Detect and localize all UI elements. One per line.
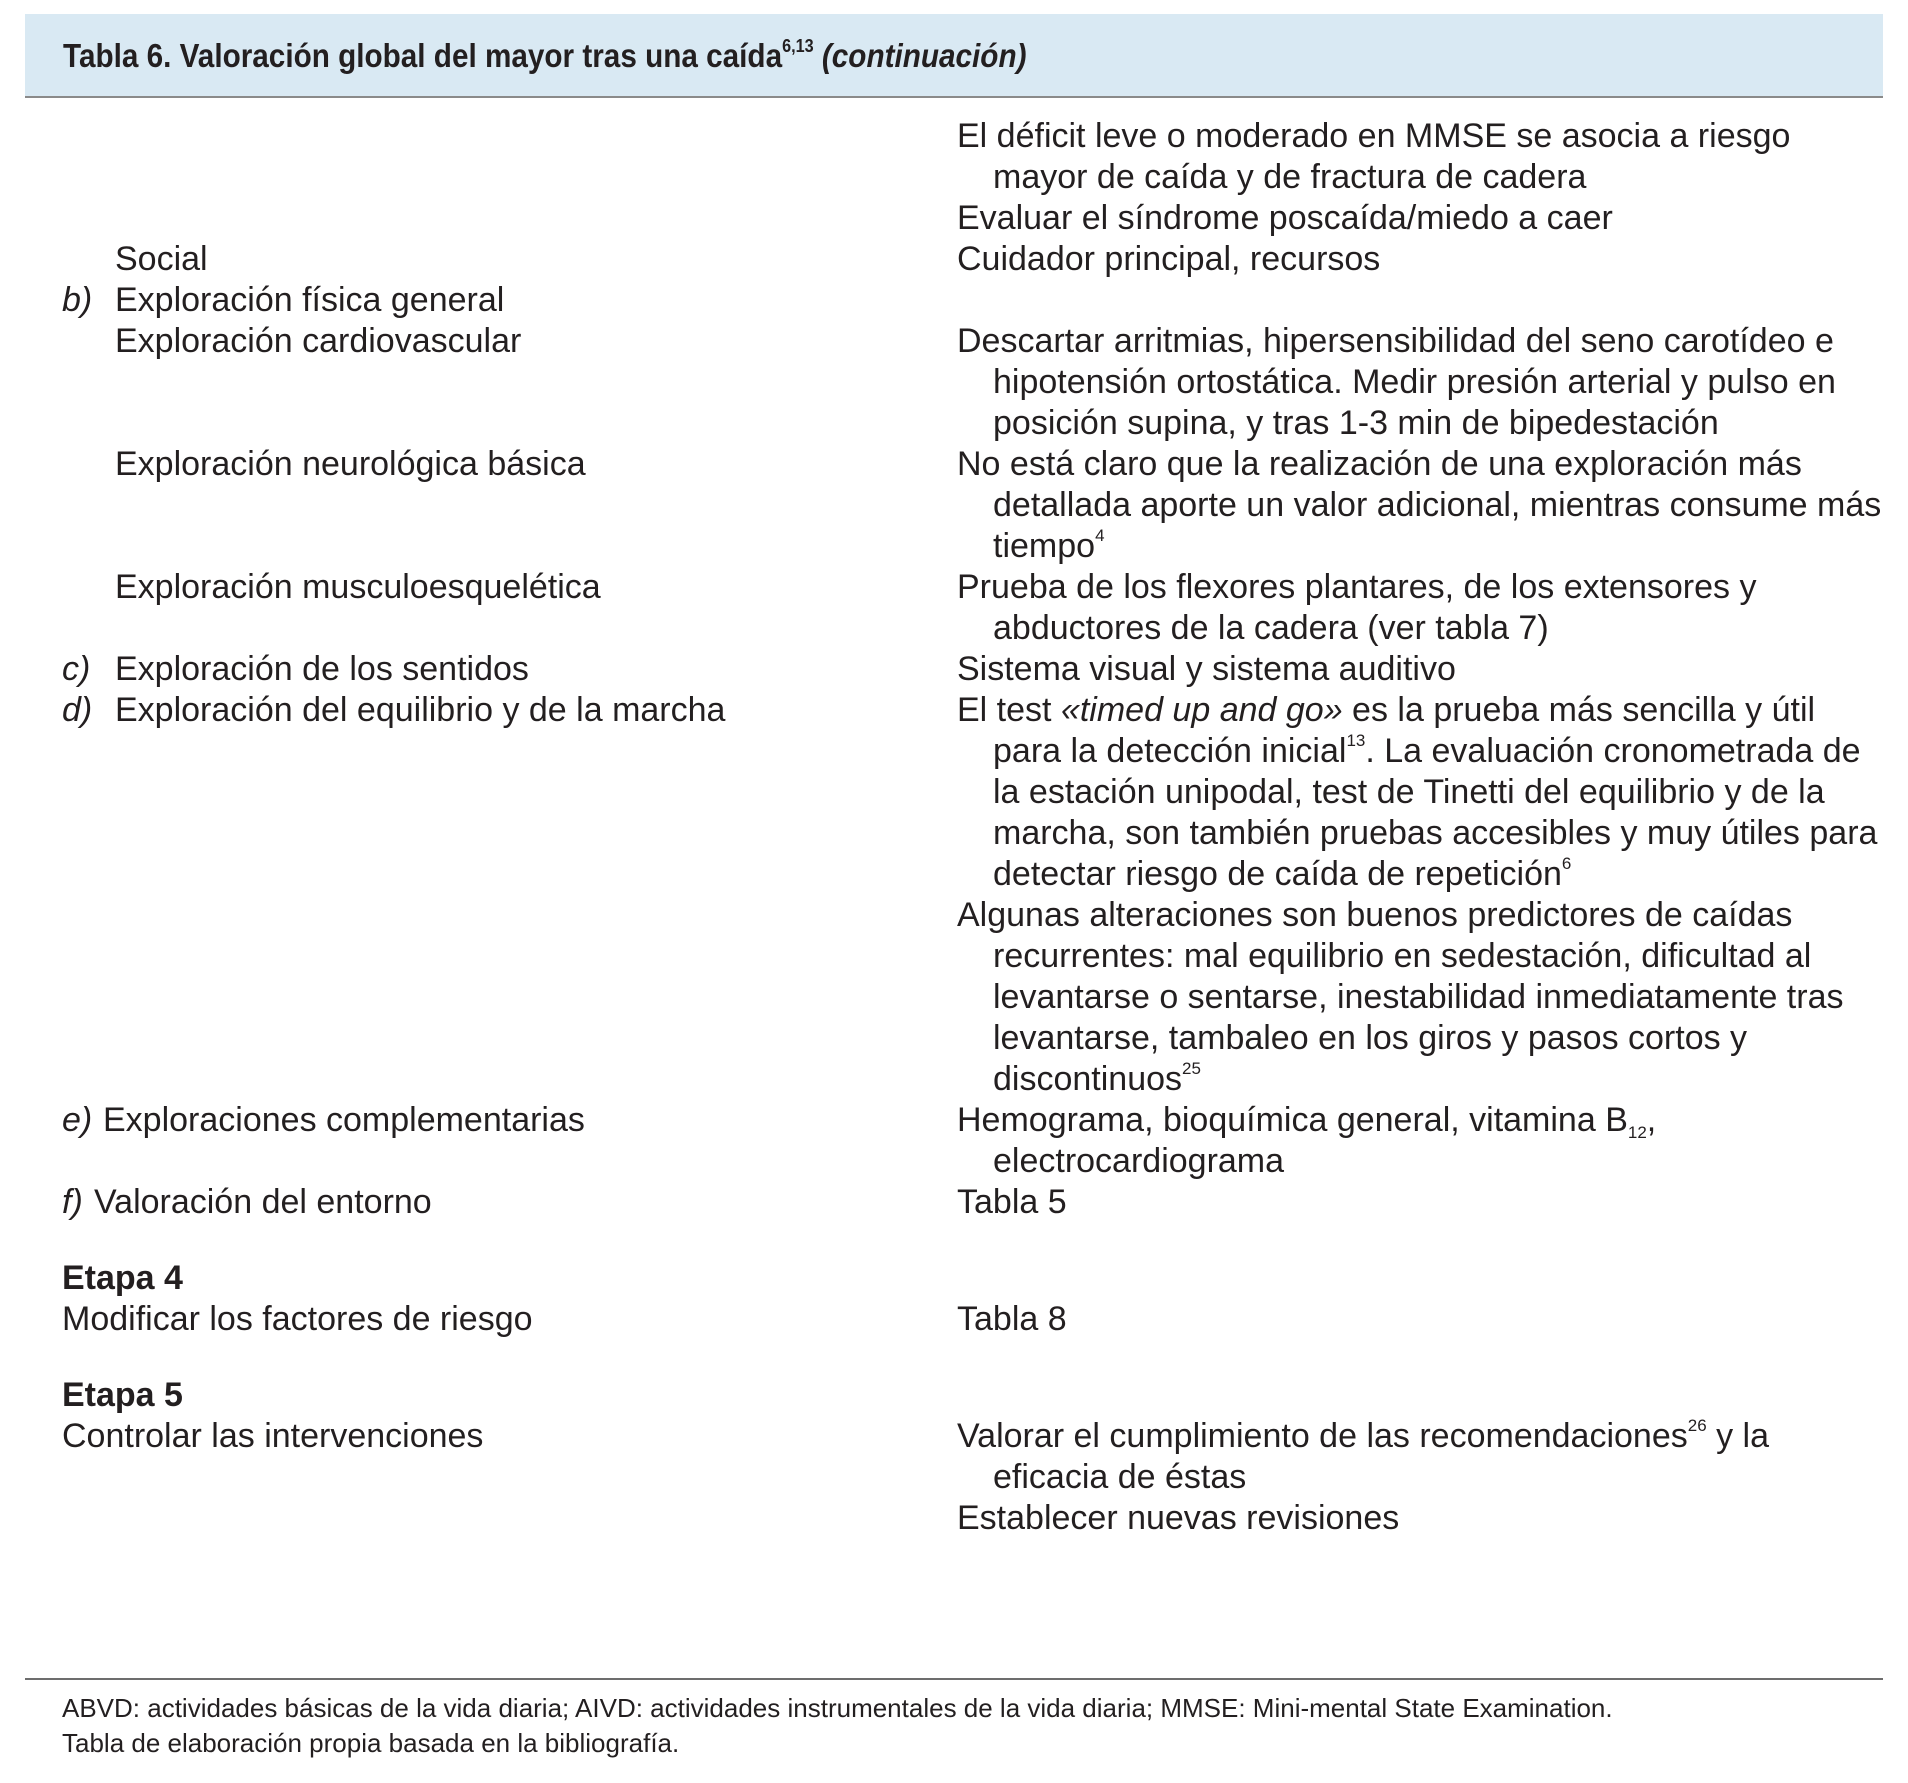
table-row xyxy=(25,444,1883,567)
row-label: Modificar los factores de riesgo xyxy=(62,1300,533,1338)
entry-text: No está claro que la realización de una exploración más detallada aporte un valor adicional, mientras consume más tiempo xyxy=(957,445,1882,565)
table-cell-left xyxy=(25,567,957,649)
cell-entry xyxy=(957,116,1883,198)
stage-heading: Etapa 4 xyxy=(62,1259,183,1297)
entry-italic: «timed up and go» xyxy=(1060,691,1343,729)
entry-text: Prueba de los flexores plantares, de los extensores y abductores de la cadera (ver tabla 7) xyxy=(957,568,1757,647)
table-footnote xyxy=(62,1691,1613,1761)
cell-entry xyxy=(957,1299,1883,1340)
table-cell-right xyxy=(957,649,1883,690)
cell-entry xyxy=(957,1100,1883,1182)
entry-text-post: . La evaluación cronometrada de la estación unipodal, test de Tinetti del equilibrio y de la marcha, son también pruebas accesibles y muy útiles para detectar riesgo de caída de repetición xyxy=(993,732,1878,893)
table-cell-right xyxy=(957,567,1883,649)
table-cell-left xyxy=(25,1182,957,1223)
table-body xyxy=(25,98,1883,1539)
table-cell-right xyxy=(957,280,1883,321)
cell-entry xyxy=(957,321,1883,444)
row-marker: d) xyxy=(62,691,93,729)
table-row xyxy=(25,321,1883,444)
table-row xyxy=(25,116,1883,239)
entry-text: Establecer nuevas revisiones xyxy=(957,1499,1400,1537)
footnote-source: Tabla de elaboración propia basada en la bibliografía. xyxy=(62,1728,680,1758)
row-label: Controlar las intervenciones xyxy=(62,1417,484,1455)
cell-entry xyxy=(957,198,1883,239)
table-cell-right xyxy=(957,1416,1883,1539)
row-label: Valoración del entorno xyxy=(94,1183,432,1221)
table-cell-right xyxy=(957,444,1883,567)
table-cell-right xyxy=(957,1375,1883,1416)
cell-entry xyxy=(957,649,1883,690)
table-cell-left xyxy=(25,1100,957,1182)
table-cell-left xyxy=(25,321,957,444)
table-cell-left xyxy=(25,1299,957,1340)
table-row xyxy=(25,1416,1883,1539)
cell-entry xyxy=(957,444,1883,567)
stage-gap xyxy=(25,1223,1883,1258)
cell-entry xyxy=(957,1416,1883,1498)
table-cell-left xyxy=(25,239,957,280)
cell-entry xyxy=(957,690,1883,895)
table-6 xyxy=(25,14,1883,1539)
table-cell-left xyxy=(25,649,957,690)
row-label: Exploración cardiovascular xyxy=(115,322,522,360)
entry-text: Valorar el cumplimiento de las recomendaciones xyxy=(957,1417,1688,1455)
table-row xyxy=(25,567,1883,649)
title-continuation: (continuación) xyxy=(821,36,1027,74)
stage-heading-row xyxy=(25,1375,1883,1416)
table-row xyxy=(25,239,1883,280)
row-label: Exploración neurológica básica xyxy=(115,445,586,483)
entry-text: Hemograma, bioquímica general, vitamina B xyxy=(957,1101,1628,1139)
table-row xyxy=(25,1182,1883,1223)
table-title-bar xyxy=(25,14,1883,98)
entry-text: Tabla 8 xyxy=(957,1300,1067,1338)
row-label: Social xyxy=(115,240,208,278)
row-marker: f) xyxy=(62,1183,83,1221)
cell-entry xyxy=(957,567,1883,649)
table-cell-right xyxy=(957,1258,1883,1299)
entry-reference: 26 xyxy=(1687,1416,1707,1435)
stage-heading-row xyxy=(25,1258,1883,1299)
table-row xyxy=(25,690,1883,1100)
table-cell-left xyxy=(25,116,957,239)
footnote-abbreviations: ABVD: actividades básicas de la vida diaria; AIVD: actividades instrumentales de la vida diaria; MMSE: Mini-mental State Examination. xyxy=(62,1693,1613,1723)
entry-text: Algunas alteraciones son buenos predictores de caídas recurrentes: mal equilibrio en sedestación, dificultad al levantarse o sentarse, inestabilidad inmediatamente tras levantarse, tambaleo en los giros y pasos cortos y discontinuos xyxy=(957,896,1844,1098)
entry-text: es la prueba más sencilla y útil para la detección inicial xyxy=(993,691,1816,770)
row-marker: c) xyxy=(62,650,91,688)
entry-text-pre: El test xyxy=(957,691,1061,729)
entry-text: El déficit leve o moderado en MMSE se asocia a riesgo mayor de caída y de fractura de cadera xyxy=(957,117,1791,196)
row-label: Exploración de los sentidos xyxy=(115,650,529,688)
entry-text: Descartar arritmias, hipersensibilidad del seno carotídeo e hipotensión ortostática. Medir presión arterial y pulso en posición supina, y tras 1-3 min de bipedestación xyxy=(957,322,1836,442)
row-marker: b) xyxy=(62,281,93,319)
stage-heading: Etapa 5 xyxy=(62,1376,183,1414)
table-row xyxy=(25,649,1883,690)
table-cell-left xyxy=(25,444,957,567)
row-marker: e) xyxy=(62,1101,93,1139)
table-cell-right xyxy=(957,239,1883,280)
table-cell-right xyxy=(957,1299,1883,1340)
title-refs: 6,13 xyxy=(782,35,814,56)
table-cell-right xyxy=(957,321,1883,444)
footnote-divider xyxy=(25,1678,1883,1680)
entry-text: Sistema visual y sistema auditivo xyxy=(957,650,1456,688)
table-title xyxy=(63,36,1026,75)
entry-reference: 6 xyxy=(1561,854,1572,873)
entry-text: Tabla 5 xyxy=(957,1183,1067,1221)
entry-reference: 4 xyxy=(1095,526,1105,545)
entry-reference: 25 xyxy=(1182,1059,1201,1078)
title-text: Tabla 6. Valoración global del mayor tras una caída xyxy=(63,36,783,74)
entry-text: Cuidador principal, recursos xyxy=(957,240,1381,278)
entry-text-post: y la eficacia de éstas xyxy=(993,1417,1770,1496)
cell-entry xyxy=(957,895,1883,1100)
table-cell-right xyxy=(957,116,1883,239)
table-cell-right xyxy=(957,690,1883,1100)
table-cell-right xyxy=(957,1182,1883,1223)
entry-text: Evaluar el síndrome poscaída/miedo a caer xyxy=(957,199,1613,237)
table-cell-left xyxy=(25,280,957,321)
cell-entry xyxy=(957,1498,1883,1539)
row-label: Exploración musculoesquelética xyxy=(115,568,601,606)
table-cell-right xyxy=(957,1100,1883,1182)
table-row xyxy=(25,280,1883,321)
row-label: Exploraciones complementarias xyxy=(103,1101,585,1139)
table-cell-left xyxy=(25,1416,957,1539)
entry-subscript: 12 xyxy=(1627,1123,1647,1142)
stage-gap xyxy=(25,1340,1883,1375)
cell-entry xyxy=(957,239,1883,280)
row-label: Exploración física general xyxy=(115,281,505,319)
table-row xyxy=(25,1299,1883,1340)
row-label: Exploración del equilibrio y de la marcha xyxy=(115,691,726,729)
entry-text-post: , electrocardiograma xyxy=(993,1101,1657,1180)
table-cell-left xyxy=(25,690,957,1100)
table-cell-left xyxy=(25,1375,957,1416)
entry-reference: 13 xyxy=(1346,731,1366,750)
table-cell-left xyxy=(25,1258,957,1299)
table-row xyxy=(25,1100,1883,1182)
cell-entry xyxy=(957,1182,1883,1223)
